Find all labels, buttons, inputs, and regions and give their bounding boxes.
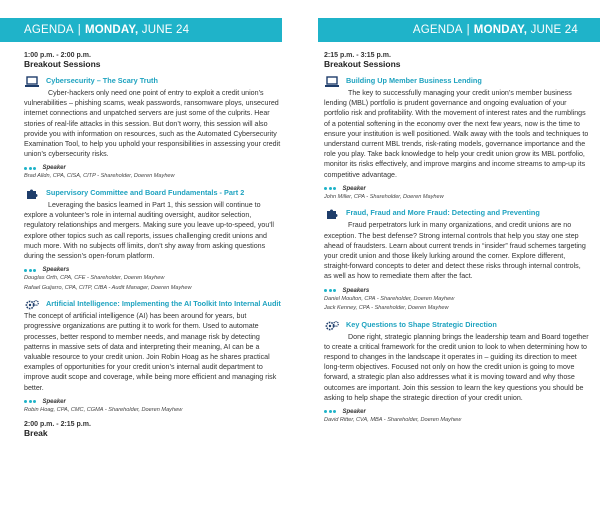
speaker-label-text: Speakers [342,287,370,294]
dots-icon [24,167,38,170]
speaker-label-text: Speaker [342,185,366,192]
session-description [324,220,590,281]
banner-separator: | [77,24,81,36]
session-description [324,88,590,180]
break-title: Break [24,428,48,439]
speaker-name: Daniel Moulton, CPA - Shareholder, Doeren Mayhew [324,295,455,302]
dots-icon [24,269,38,272]
session-description-text: Leveraging the basics learned in Part 1, this session will continue to explore a volunteer’s role in internal auditing oversight, auditor selection, regulatory relationships and mergers. Making sure you leave up-to-speed, you’ll explore other topics such as call reports, issues challenging credit unions and much more. With no subjects off limits, don’t shy away from asking questions during the session’s open-forum platform. [24,200,274,260]
session [24,299,282,414]
speaker-label-text: Speaker [42,398,66,405]
session [24,76,282,181]
laptop-icon [24,76,40,88]
session-description-text: The concept of artificial intelligence (AI) has been around for years, but progressive organizations are putting it to work for them. Used to automate processes, better respond to member needs, and manage risk by detecting patterns in massive sets of data and interpreting their meaning, AI can be a valuable resource to your credit union. Join Robin Hoag as he shares practical examples of opportunities for your credit union’s internal audit department to improve audit scope and coverage, while being more efficient and managing risk better. [24,312,277,392]
session-description-text: Done right, strategic planning brings the leadership team and Board together to create a critical framework for the credit union to look to when determining how to respond to changes in the landscape it operates in – guiding its direction to meet long-term objectives. Focused not only on how the credit union is going to move forward, a strategic plan also addresses what it is moving toward and why those outcomes are important. Join this session to learn the key questions you should be asking to help shape the strategic direction of your credit union. [324,332,589,402]
session-description [24,200,282,261]
speaker-label [24,399,282,405]
banner-agenda: AGENDA [412,24,463,36]
agenda-banner [0,18,282,42]
puzzle-icon [24,188,40,200]
session-title: Supervisory Committee and Board Fundamentals - Part 2 [46,187,245,197]
time-slot: 2:15 p.m. - 3:15 p.m. [324,52,391,59]
session-description [24,311,282,393]
speaker-label-text: Speaker [342,408,366,415]
session-title: Artificial Intelligence: Implementing the AI Toolkit Into Internal Audit [46,299,281,309]
agenda-banner [318,18,600,42]
session [324,76,590,201]
time-slot: 1:00 p.m. - 2:00 p.m. [24,52,91,59]
speaker-label [24,267,282,273]
speaker-name: Rafael Guijarro, CPA, CITP, CIBA - Audit Manager, Doeren Mayhew [24,284,192,291]
speaker-label [324,409,590,415]
gears-icon [24,299,40,311]
puzzle-icon [324,208,340,220]
speaker-label [24,165,282,171]
banner-day: MONDAY, [84,24,139,36]
speaker-label-text: Speakers [42,267,70,274]
speaker-name: Jack Kenney, CPA - Shareholder, Doeren Mayhew [324,305,449,312]
speaker-label [324,186,590,192]
right-page [300,0,600,525]
banner-separator: | [466,24,470,36]
left-content [24,52,282,445]
banner-date: JUNE 24 [141,24,190,36]
session-title: Key Questions to Shape Strategic Direction [346,319,497,329]
session [24,188,282,292]
speaker-label [324,288,590,294]
session-description-text: Fraud perpetrators lurk in many organizations, and credit unions are no exception. The best defense? Strong internal controls that help you stay one step ahead of fraudsters. Learn about current trends in “insider” fraud schemes targeting your credit union and those likely lurking around the corner. Explore different, straight-forward concepts to deter and detect these risks through internal controls, as well as how to remediate them after the fact. [324,221,586,281]
speaker-name: John Miller, CPA - Shareholder, Doeren Mayhew [324,193,444,200]
speaker-label-text: Speaker [42,165,66,172]
block-title: Breakout Sessions [24,59,101,69]
session-title: Cybersecurity – The Scary Truth [46,76,158,85]
session [324,208,590,312]
gears-icon [324,320,340,332]
dots-icon [324,187,338,190]
session-description-text: Cyber-hackers only need one point of entry to exploit a credit union’s vulnerabilities – phishing scams, weak passwords, ransomware ploys, unsecured internet connections and unpatched servers are just some of the culprits. Hear stories of real-life attacks in this session. But don’t worry, this session will also provide you with information on resources, such as the Automated Cybersecurity Examination Tool, to help you uphold your responsibilities in assessing your credit union’s cybersecurity risks. [24,89,281,159]
laptop-icon [324,76,340,88]
session [324,320,590,425]
speaker-name: David Ritter, CVA, MBA - Shareholder, Doeren Mayhew [324,416,462,423]
banner-date: JUNE 24 [530,24,578,36]
block-title: Breakout Sessions [324,59,401,69]
banner-day: MONDAY, [473,24,528,36]
session-description [24,88,282,159]
session-description-text: The key to successfully managing your credit union’s member business lending (MBL) portfolio is prudent governance and ongoing evaluation of your portfolio risk and profitability. With the movement of interest rates and the rumblings of a potential softening in the economy over the next few years, now is the time to ensure your institution is well positioned. Walk away with the tools and techniques to understand current MBL trends, risk-rating models, governance importance and the role you play. Take back knowledge to help your credit union grow its MBL portfolio, monitor its risks effectively, and improve margins and income streams to amp-up its competitive advantage. [324,89,589,179]
right-content [324,52,590,431]
session-title: Fraud, Fraud and More Fraud: Detecting and Preventing [346,208,540,218]
speaker-name: Douglas Orth, CPA, CFE - Shareholder, Doeren Mayhew [24,275,165,282]
speaker-name: Brad Alldn, CPA, CISA, CITP - Shareholder, Doeren Mayhew [24,173,175,180]
speaker-name: Robin Hoag, CPA, CMC, CGMA - Shareholder, Doeren Mayhew [24,406,183,413]
dots-icon [324,289,338,292]
banner-agenda: AGENDA [24,24,74,36]
break-time: 2:00 p.m. - 2:15 p.m. [24,421,91,429]
dots-icon [24,400,38,403]
session-description [324,332,590,403]
dots-icon [324,410,338,413]
session-title: Building Up Member Business Lending [346,76,482,85]
